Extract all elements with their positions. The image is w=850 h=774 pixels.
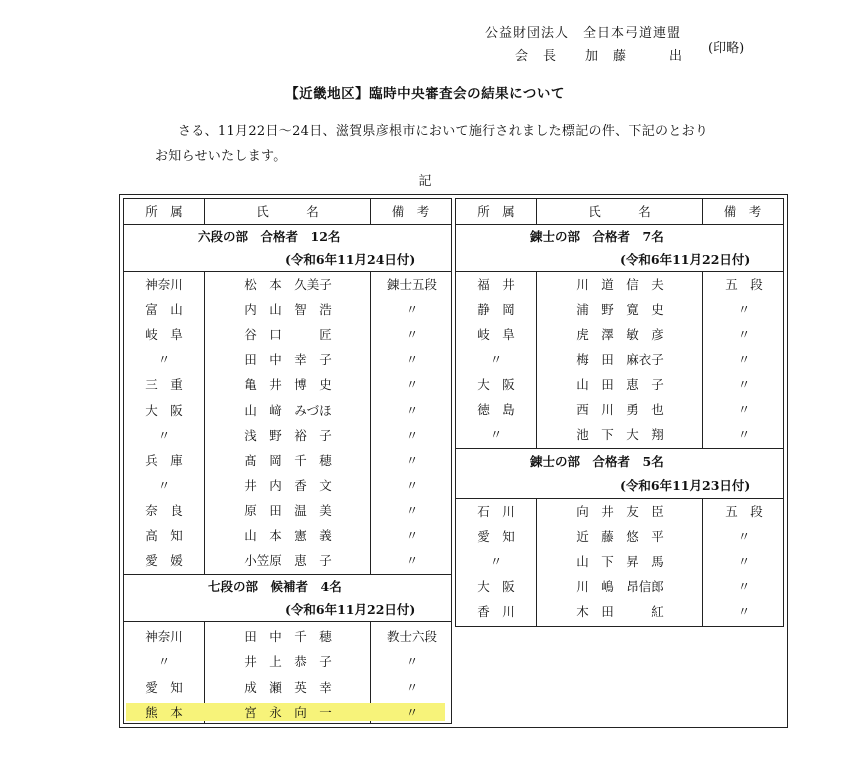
left-header-affiliation: 所 属 [145, 204, 183, 219]
row-name: 川 道 信 夫 [576, 277, 664, 292]
row-affiliation: 愛 媛 [145, 553, 183, 569]
row-name: 髙 岡 千 穂 [244, 452, 332, 468]
row-name: 井 内 香 文 [244, 477, 332, 493]
row-affiliation: 〃 [489, 554, 503, 569]
row-name: 梅 田 麻衣子 [576, 352, 664, 367]
organization-name: 公益財団法人 全日本弓道連盟 [485, 26, 682, 41]
row-remarks: 〃 [737, 377, 751, 392]
row-affiliation: 熊 本 [145, 704, 183, 720]
row-remarks: 〃 [405, 402, 419, 418]
row-name: 川 嶋 昂信郎 [576, 579, 664, 594]
row-remarks: 〃 [405, 427, 419, 443]
row-name: 向 井 友 臣 [576, 504, 664, 519]
row-affiliation: 愛 知 [145, 679, 183, 695]
row-name: 山 下 昇 馬 [576, 554, 664, 569]
row-affiliation: 徳 島 [477, 402, 515, 417]
row-name: 木 田 紅 [576, 604, 664, 619]
row-affiliation: 〃 [157, 427, 171, 443]
row-remarks: 〃 [405, 553, 419, 569]
row-name: 山 﨑 みづほ [244, 402, 332, 418]
row-name: 浦 野 寛 史 [576, 302, 664, 317]
section-title-renshi-5: 錬士の部 合格者 5名 [530, 454, 664, 469]
row-remarks: 〃 [737, 352, 751, 367]
row-name: 田 中 幸 子 [244, 352, 332, 368]
row-affiliation: 岐 阜 [145, 327, 183, 343]
president-name: 会 長 加 藤 出 [515, 49, 684, 64]
row-remarks: 〃 [405, 679, 419, 695]
row-affiliation: 愛 知 [477, 529, 515, 544]
row-name: 虎 澤 敏 彦 [576, 327, 664, 342]
document-title: 【近畿地区】臨時中央審査会の結果について [285, 86, 565, 102]
section-date-7dan: (令和6年11月22日付) [285, 602, 416, 617]
row-affiliation: 大 阪 [477, 579, 515, 594]
row-remarks: 教士六段 [386, 629, 437, 644]
row-affiliation: 大 阪 [477, 377, 515, 392]
section-title-renshi-7: 錬士の部 合格者 7名 [530, 229, 664, 244]
section-title-6dan: 六段の部 合格者 12名 [198, 229, 341, 244]
row-name: 山 田 恵 子 [576, 377, 664, 392]
section-title-7dan: 七段の部 候補者 4名 [208, 579, 342, 594]
row-remarks: 〃 [737, 529, 751, 544]
row-name: 亀 井 博 史 [244, 377, 332, 393]
row-name: 田 中 千 穂 [244, 629, 332, 644]
left-header-name: 氏 名 [256, 204, 319, 219]
row-affiliation: 岐 阜 [477, 327, 515, 342]
row-name: 小笠原 恵 子 [244, 553, 332, 569]
row-name: 内 山 智 浩 [244, 302, 332, 318]
row-affiliation: 三 重 [145, 377, 183, 393]
right-header-name: 氏 名 [588, 204, 651, 219]
row-name: 松 本 久美子 [244, 277, 332, 292]
row-affiliation: 大 阪 [145, 402, 183, 418]
row-remarks: 〃 [737, 604, 751, 619]
row-affiliation: 〃 [489, 427, 503, 442]
row-remarks: 〃 [737, 402, 751, 417]
right-header-remarks: 備 考 [723, 204, 762, 219]
row-remarks: 〃 [405, 302, 419, 318]
row-remarks: 〃 [405, 654, 419, 670]
row-affiliation: 兵 庫 [145, 452, 183, 468]
row-affiliation: 〃 [157, 654, 171, 670]
row-affiliation: 富 山 [145, 302, 183, 318]
row-name: 浅 野 裕 子 [244, 427, 332, 443]
body-text-line-2: お知らせいたします。 [155, 149, 287, 164]
row-affiliation: 神奈川 [145, 277, 183, 292]
row-affiliation: 福 井 [477, 277, 515, 292]
row-remarks: 〃 [405, 352, 419, 368]
row-affiliation: 〃 [489, 352, 503, 367]
section-date-renshi-5: (令和6年11月23日付) [620, 478, 751, 493]
row-remarks: 〃 [737, 554, 751, 569]
right-header-affiliation: 所 属 [477, 204, 515, 219]
section-date-renshi-7: (令和6年11月22日付) [620, 252, 751, 267]
section-date-6dan: (令和6年11月24日付) [285, 252, 416, 267]
row-remarks: 〃 [737, 427, 751, 442]
row-remarks: 〃 [405, 528, 419, 543]
row-name: 成 瀬 英 幸 [244, 679, 332, 695]
row-affiliation: 香 川 [477, 604, 515, 619]
row-name: 谷 口 匠 [244, 327, 332, 343]
row-remarks: 〃 [737, 302, 751, 317]
row-name: 山 本 憲 義 [244, 528, 332, 543]
row-name: 井 上 恭 子 [244, 654, 332, 670]
row-affiliation: 高 知 [145, 528, 183, 543]
row-remarks: 錬士五段 [386, 277, 437, 292]
row-remarks: 五 段 [725, 504, 763, 519]
row-remarks: 〃 [737, 327, 751, 342]
row-affiliation: 〃 [157, 477, 171, 493]
row-remarks: 〃 [405, 477, 419, 493]
row-remarks: 〃 [405, 704, 419, 720]
body-text-line-1: さる、11月22日～24日、滋賀県彦根市において施行されました標記の件、下記のとおり [178, 124, 709, 139]
row-remarks: 〃 [737, 579, 751, 594]
left-header-remarks: 備 考 [391, 204, 430, 219]
row-affiliation: 石 川 [477, 504, 515, 519]
row-name: 原 田 温 美 [244, 502, 332, 518]
row-remarks: 〃 [405, 452, 419, 468]
row-affiliation: 神奈川 [145, 629, 183, 644]
seal-omitted-note: (印略) [708, 41, 745, 56]
row-remarks: 〃 [405, 377, 419, 393]
row-affiliation: 静 岡 [477, 302, 515, 317]
row-name: 西 川 勇 也 [576, 402, 664, 417]
row-affiliation: 〃 [157, 352, 171, 368]
row-remarks: 〃 [405, 502, 419, 518]
row-name: 宮 永 向 一 [244, 704, 332, 720]
row-remarks: 〃 [405, 327, 419, 343]
row-affiliation: 奈 良 [145, 502, 183, 518]
row-remarks: 五 段 [725, 277, 763, 292]
row-name: 池 下 大 翔 [576, 427, 664, 442]
ki-note-label: 記 [418, 174, 432, 189]
row-name: 近 藤 悠 平 [576, 529, 664, 544]
